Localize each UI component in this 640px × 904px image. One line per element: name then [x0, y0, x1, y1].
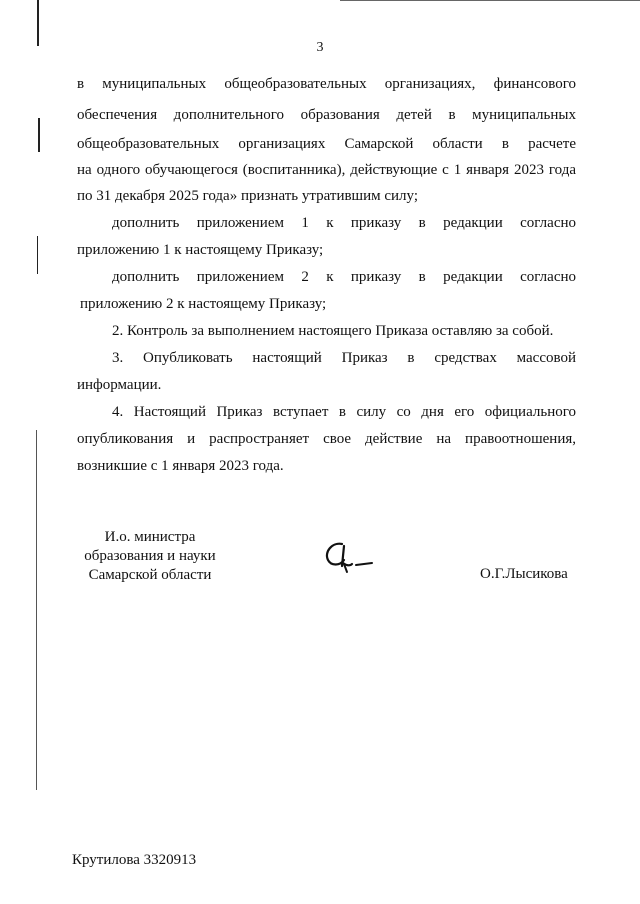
- scan-edge-mark: [36, 430, 37, 790]
- body-line: 4. Настоящий Приказ вступает в силу со дня его официального: [112, 404, 576, 420]
- position-line: Самарской области: [88, 567, 212, 583]
- body-line: опубликования и распространяет свое действие на правоотношения,: [77, 431, 576, 447]
- page-number: 3: [316, 40, 324, 55]
- body-line: информации.: [77, 377, 162, 393]
- body-line: в муниципальных общеобразовательных организациях, финансового: [77, 76, 576, 92]
- body-line: 2. Контроль за выполнением настоящего Приказа оставляю за собой.: [112, 323, 554, 339]
- body-line: дополнить приложением 1 к приказу в редакции согласно: [112, 215, 576, 231]
- body-line: возникшие с 1 января 2023 года.: [77, 458, 284, 474]
- body-line: обеспечения дополнительного образования детей в муниципальных: [77, 107, 576, 123]
- handwritten-signature: [320, 536, 390, 586]
- position-line: И.о. министра: [104, 529, 196, 545]
- position-line: образования и науки: [84, 548, 216, 564]
- body-line: приложению 2 к настоящему Приказу;: [80, 296, 327, 312]
- signatory-position: [70, 528, 230, 585]
- signatory-name: О.Г.Лысикова: [480, 566, 568, 582]
- body-line: по 31 декабря 2025 года» признать утратившим силу;: [77, 188, 419, 204]
- scan-edge-mark: [38, 118, 40, 152]
- body-line: дополнить приложением 2 к приказу в редакции согласно: [112, 269, 576, 285]
- scan-edge-mark: [37, 236, 38, 274]
- executor-info: Крутилова 3320913: [72, 852, 197, 868]
- body-line: на одного обучающегося (воспитанника), действующие с 1 января 2023 года: [77, 162, 576, 178]
- body-line: общеобразовательных организациях Самарской области в расчете: [77, 136, 576, 152]
- body-line: 3. Опубликовать настоящий Приказ в средствах массовой: [112, 350, 576, 366]
- scan-top-line: [340, 0, 640, 1]
- body-line: приложению 1 к настоящему Приказу;: [77, 242, 324, 258]
